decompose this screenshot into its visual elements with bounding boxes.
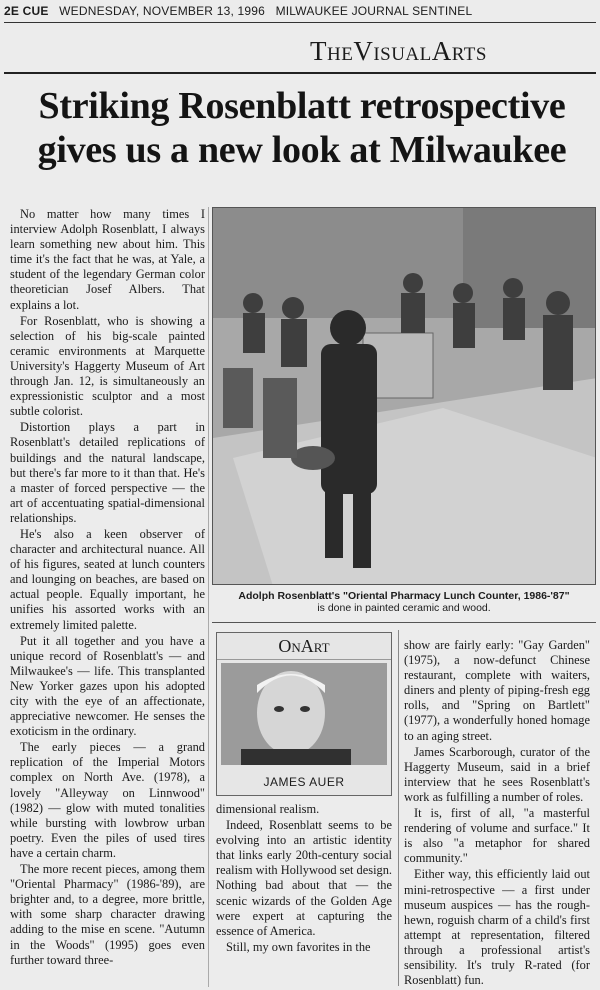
paragraph: James Scarborough, curator of the Haggerty Museum, said in a brief interview that he sees Rosenblatt's work as fulfilling a number of roles. [404, 744, 590, 804]
paragraph: No matter how many times I interview Adolph Rosenblatt, I always learn something new about him. This time it's the fact that he was, at Yale, a student of the legendary German color theoretician Josef Albers. That explains a lot. [10, 207, 205, 312]
issue-date: WEDNESDAY, NOVEMBER 13, 1996 [59, 4, 266, 18]
paragraph: It is, first of all, "a masterful rendering of volume and surface." It is also "a metaphor for shared community." [404, 806, 590, 866]
paragraph: The early pieces — a grand replication of the Imperial Motors complex on North Ave. (1978), a lovely "Alleyway on Linnwood" (1982) — glow with muted tonalities while bursting with lowbrow urban poetry. Even the piles of used tires have a certain charm. [10, 740, 205, 860]
paragraph: show are fairly early: "Gay Garden" (1975), a now-defunct Chinese restaurant, complete with waiters, diners and plenty of piping-fresh egg rolls, and "Spring on Bartlett" (1977), a wonderfully honed homage to an aging street. [404, 638, 590, 743]
caption-text: is done in painted ceramic and wood. [317, 602, 491, 614]
columnist-portrait [221, 663, 387, 765]
headline [8, 84, 596, 172]
column-divider [208, 207, 209, 987]
column-divider [398, 630, 399, 986]
caption-rule [212, 622, 596, 623]
headline-line-2: gives us a new look at Milwaukee [37, 129, 567, 171]
section-flag: TheVisualArts [310, 36, 487, 66]
section-rule [4, 72, 596, 74]
paragraph: Distortion plays a part in Rosenblatt's detailed replications of buildings and the natural landscape, but there's far more to it than that. He's a master of forced perspective — the art of accentuating spatial-dimensional relationships. [10, 420, 205, 525]
columnist-name: JAMES AUER [263, 775, 345, 789]
columnist-box [216, 632, 392, 796]
caption-title: Adolph Rosenblatt's "Oriental Pharmacy Lunch Counter, 1986-'87" [238, 590, 570, 602]
paragraph: The more recent pieces, among them "Oriental Pharmacy" (1986-'89), are brighter and, to a degree, more brittle, with some sharp character drawing adding to the mise en scene. "Autumn in the Woods" (1995) goes even further toward three- [10, 862, 205, 967]
paragraph: Indeed, Rosenblatt seems to be evolving into an artistic identity that links early 20th-century social realism with Hollywood set design. Nothing bad about that — the scenic wizards of the Golden Age were expert at capturing the essence of America. [216, 818, 392, 938]
paragraph: Either way, this efficiently laid out mini-retrospective — a first under museum auspices — has the rough-hewn, roguish charm of a child's first attempt at representation, filtered through a professional artist's sensibility. It's truly R-rated (for Rosenblatt) fun. [404, 867, 590, 987]
paragraph: Still, my own favorites in the [226, 939, 371, 954]
paragraph: He's also a keen observer of character and architectural nuance. All of his figures, seated at lunch counters and lounging on beaches, are based on actual people. Equally important, he unifies his assorted works with an extremely limited palette. [10, 526, 205, 632]
article-column-right [404, 638, 590, 987]
paragraph: For Rosenblatt, who is showing a selection of his big-scale painted ceramic environments at Marquette University's Haggerty Museum of Art through Jan. 12, is simultaneously an expressionistic sculptor and a most subtle colorist. [10, 313, 205, 419]
article-column-middle [216, 802, 392, 987]
folio-rule [4, 22, 596, 23]
paragraph: dimensional realism. [216, 802, 320, 816]
paragraph: Put it all together and you have a unique record of Rosenblatt's — and Milwaukee's — life. This transplanted New Yorker gazes upon his adopted city with the eye of an affectionate, appreciative newcomer. He senses the exoticism in the ordinary. [10, 633, 205, 739]
page-number: 2E CUE [4, 4, 49, 18]
headline-line-1: Striking Rosenblatt retrospective [38, 85, 566, 127]
photo-illustration [213, 208, 596, 585]
portrait-illustration [221, 663, 387, 765]
column-label: OnArt [217, 633, 391, 660]
photo-caption [212, 590, 596, 614]
lunch-counter-photo [212, 207, 596, 585]
article-column-left [10, 207, 205, 985]
newspaper-name: MILWAUKEE JOURNAL SENTINEL [275, 4, 473, 18]
folio-line [4, 4, 596, 24]
